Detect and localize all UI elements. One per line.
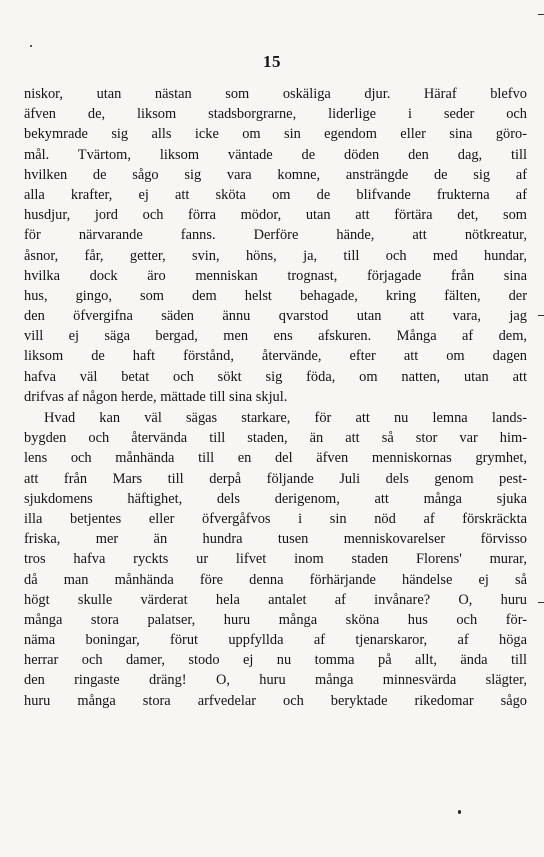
text-line: alla krafter, ej att sköta om de blifvande frukterna af [24, 186, 527, 203]
text-line: då man månhända före denna förhärjande händelse ej så [24, 571, 527, 588]
text-line: tros hafva ryckts ur lifvet inom staden Florens' murar, [24, 551, 527, 568]
text-line: husdjur, jord och förra mödor, utan att förtära det, som [24, 207, 527, 224]
text-line: lens och månhända till en del äfven menniskornas grymhet, [24, 450, 527, 467]
text-line: illa betjentes eller öfvergåfvos i sin nöd af förskräckta [24, 510, 527, 527]
page-number: 15 [263, 52, 281, 71]
text-line: bekymrade sig alls icke om sin egendom eller sina göro- [24, 126, 527, 143]
text-line: drifvas af någon herde, mättade till sina skjul. [24, 388, 288, 405]
text-line: vill ej säga bergad, men ens afskuren. Många af dem, [24, 328, 527, 345]
text-line: näma boningar, förut uppfyllda af tjenarskaror, af höga [24, 632, 527, 649]
paragraph-2 [24, 408, 527, 711]
text-line: Hvad kan väl sägas starkare, för att nu lemna lands- [44, 410, 527, 426]
text-line: huru många stora arfvedelar och beryktade rikedomar sågo [24, 692, 527, 709]
text-line: åsnor, får, getter, svin, höns, ja, till och med hundar, [24, 247, 527, 264]
scan-speck [30, 45, 32, 47]
body-text [24, 84, 527, 711]
text-line: hus, gingo, som dem helst behagade, kring fälten, der [24, 287, 527, 304]
text-line: niskor, utan nästan som oskäliga djur. Häraf blefvo [24, 86, 527, 102]
page-edge-mark [538, 315, 544, 316]
text-line: många stora palatser, huru många sköna hus och för- [24, 611, 527, 628]
text-line: för närvarande fanns. Derföre hände, att nötkreatur, [24, 227, 527, 244]
text-line: den öfvergifna säden ännu qvarstod utan att vara, jag [24, 308, 527, 325]
text-line: herrar och damer, stodo ej nu tomma på allt, ända till [24, 652, 527, 669]
text-line: friska, mer än hundra tusen menniskovarelser förvisso [24, 531, 527, 548]
page-edge-mark [538, 14, 544, 15]
text-line: hvilka dock äro menniskan trognast, förjagade från sina [24, 267, 527, 284]
text-line: mål. Tvärtom, liksom väntade de döden den dag, till [24, 146, 527, 163]
text-line: hafva väl betat och sökt sig föda, om natten, utan att [24, 368, 527, 385]
page-edge-mark [538, 602, 544, 603]
text-line: högt skulle värderat hela antalet af invånare? O, huru [24, 591, 527, 608]
text-line: äfven de, liksom stadsborgrarne, liderlige i seder och [24, 106, 527, 123]
text-line: bygden och återvända till staden, än att så stor var him- [24, 430, 527, 447]
text-line: att från Mars till derpå följande Juli dels genom pest- [24, 470, 527, 487]
text-line: sjukdomens häftighet, dels derigenom, att många sjuka [24, 490, 527, 507]
scan-speck [458, 810, 461, 814]
text-line: liksom de haft förstånd, återvände, efter att om dagen [24, 348, 527, 365]
text-line: den ringaste dräng! O, huru många minnesvärda slägter, [24, 672, 527, 689]
text-line: hvilken de sågo sig vara komne, ansträngde de sig af [24, 166, 527, 183]
paragraph-1 [24, 84, 527, 407]
